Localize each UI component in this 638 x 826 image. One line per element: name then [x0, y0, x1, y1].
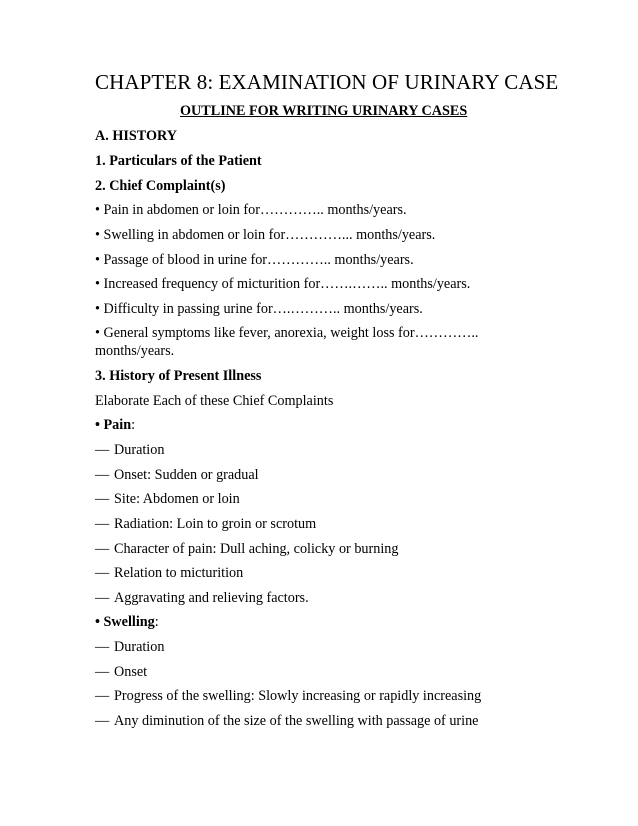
dash-marker: — — [95, 664, 110, 680]
swelling-item: — Any diminution of the size of the swelling with passage of urine — [95, 713, 479, 729]
dash-marker: — — [95, 491, 110, 507]
elaborate-text: Elaborate Each of these Chief Complaints — [95, 393, 334, 409]
dash-marker: — — [95, 516, 110, 532]
present-illness-heading: 3. History of Present Illness — [95, 368, 262, 384]
pain-label: • Pain — [95, 417, 132, 433]
dash-marker: — — [95, 688, 110, 704]
particulars-heading: 1. Particulars of the Patient — [95, 153, 262, 169]
complaint-item: • Difficulty in passing urine for….……….. months/years. — [95, 301, 423, 317]
swelling-item: — Onset — [95, 664, 148, 680]
dash-marker: — — [95, 713, 110, 729]
swelling-heading — [95, 613, 159, 631]
pain-item: — Duration — [95, 442, 165, 458]
section-a-heading: A. HISTORY — [95, 128, 178, 144]
complaint-item: • Swelling in abdomen or loin for…………... months/years. — [95, 227, 436, 243]
complaint-item: • General symptoms like fever, anorexia, weight loss for………….. months/years. — [95, 325, 479, 359]
dash-marker: — — [95, 590, 110, 606]
pain-item: — Site: Abdomen or loin — [95, 491, 240, 507]
chapter-title: CHAPTER 8: EXAMINATION OF URINARY CASE — [95, 70, 559, 94]
outline-title: OUTLINE FOR WRITING URINARY CASES — [180, 103, 468, 119]
pain-colon: : — [131, 417, 136, 433]
dash-marker: — — [95, 541, 110, 557]
dash-marker: — — [95, 467, 110, 483]
swelling-item: — Duration — [95, 639, 165, 655]
swelling-label: • Swelling — [95, 614, 155, 630]
swelling-item: — Progress of the swelling: Slowly increasing or rapidly increasing — [95, 688, 482, 704]
pain-item: — Character of pain: Dull aching, colicky or burning — [95, 541, 399, 557]
pain-heading — [95, 416, 135, 434]
swelling-colon: : — [154, 614, 159, 630]
dash-marker: — — [95, 442, 110, 458]
chief-complaints-heading: 2. Chief Complaint(s) — [95, 178, 226, 194]
complaint-item: • Passage of blood in urine for………….. months/years. — [95, 252, 414, 268]
dash-marker: — — [95, 565, 110, 581]
dash-marker: — — [95, 639, 110, 655]
complaint-item: • Pain in abdomen or loin for………….. months/years. — [95, 202, 407, 218]
pain-item: — Aggravating and relieving factors. — [95, 590, 309, 606]
pain-item: — Radiation: Loin to groin or scrotum — [95, 516, 317, 532]
complaint-item: • Increased frequency of micturition for…….…….. months/years. — [95, 276, 471, 292]
pain-item: — Onset: Sudden or gradual — [95, 467, 259, 483]
pain-item: — Relation to micturition — [95, 565, 244, 581]
